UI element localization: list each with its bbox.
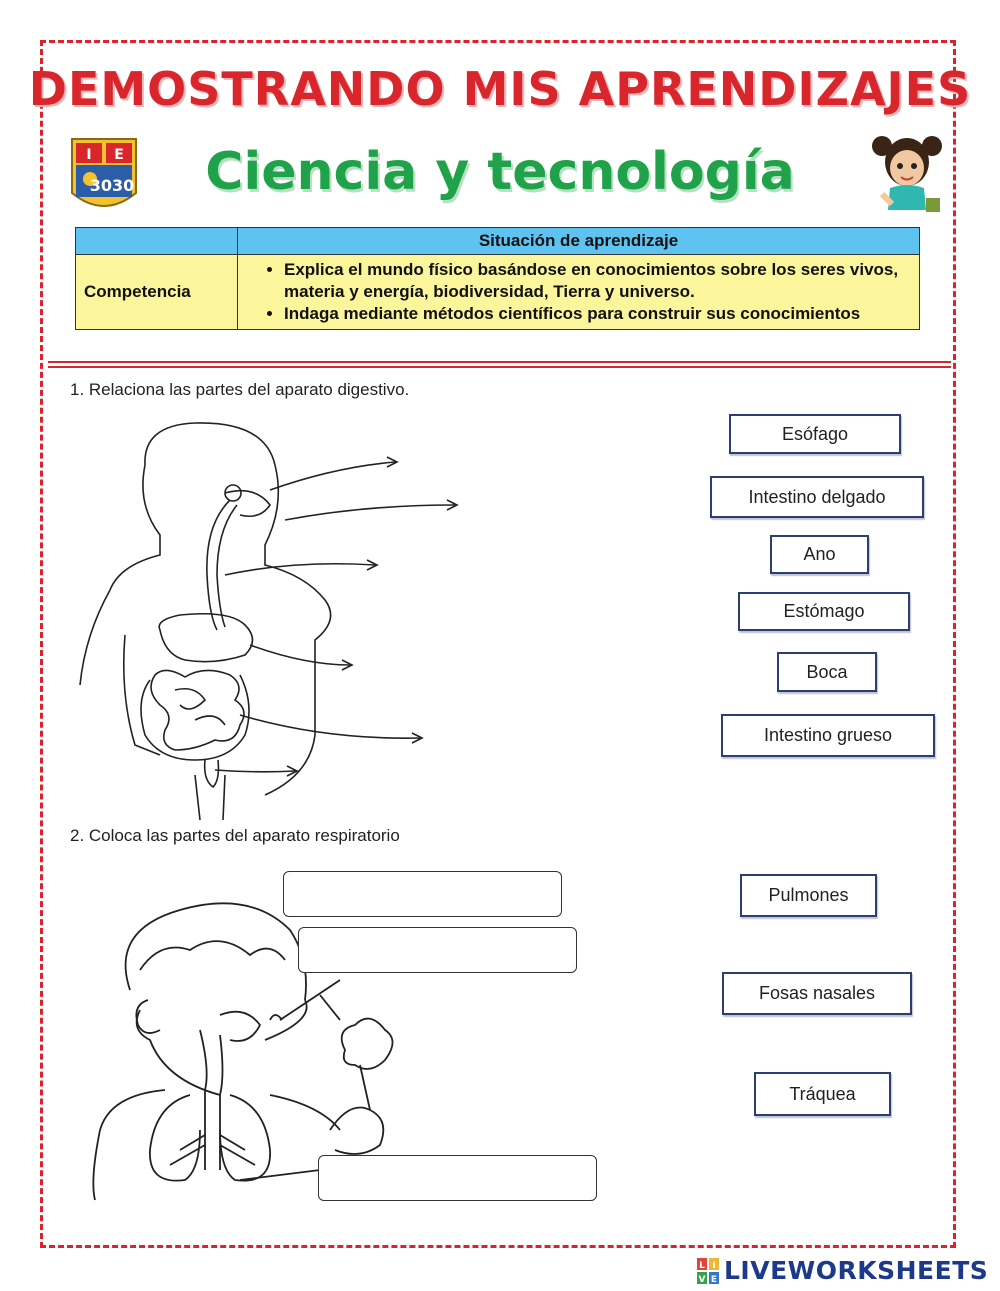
competencia-item: • Explica el mundo físico basándose en conocimientos sobre los seres vivos, materia y energía, biodiversidad, Tierra y universo. [284,259,911,303]
table-header: Situación de aprendizaje [238,228,920,255]
divider-line [48,366,951,368]
option-esofago[interactable]: Esófago [729,414,901,454]
answer-field-3[interactable] [318,1155,597,1201]
liveworksheets-brand[interactable]: LIVEWORKSHEETS [724,1256,989,1285]
option-boca[interactable]: Boca [777,652,877,692]
competencia-label: Competencia [76,255,238,330]
competencia-list [246,259,911,325]
competencia-list-cell [238,255,920,330]
badge-letter: E [710,1275,718,1285]
girl-illustration-icon [868,128,946,216]
answer-field-1[interactable] [283,871,562,917]
table-corner-cell [76,228,238,255]
page-title: DEMOSTRANDO MIS APRENDIZAJES [28,62,972,116]
svg-text:I: I [86,147,92,163]
option-pulmones[interactable]: Pulmones [740,874,877,917]
option-fosas-nasales[interactable]: Fosas nasales [722,972,912,1015]
option-estomago[interactable]: Estómago [738,592,910,631]
divider-line [48,361,951,363]
liveworksheets-badge-icon [697,1258,719,1284]
competencia-item: • Indaga mediante métodos científicos para construir sus conocimientos [284,303,911,325]
svg-text:3030: 3030 [89,176,135,195]
page-subtitle: Ciencia y tecnología [205,142,795,202]
question-2-text: 2. Coloca las partes del aparato respiratorio [70,826,400,845]
digestive-system-illustration [65,415,465,820]
option-ano[interactable]: Ano [770,535,869,574]
learning-situation-table [75,227,920,330]
svg-text:E: E [114,147,124,163]
option-traquea[interactable]: Tráquea [754,1072,891,1116]
option-intestino-delgado[interactable]: Intestino delgado [710,476,924,518]
answer-field-2[interactable] [298,927,577,973]
badge-letter: L [699,1261,705,1271]
badge-letter: I [712,1261,716,1271]
question-1-text: 1. Relaciona las partes del aparato digestivo. [70,380,410,399]
badge-letter: V [698,1275,706,1285]
option-intestino-grueso[interactable]: Intestino grueso [721,714,935,757]
